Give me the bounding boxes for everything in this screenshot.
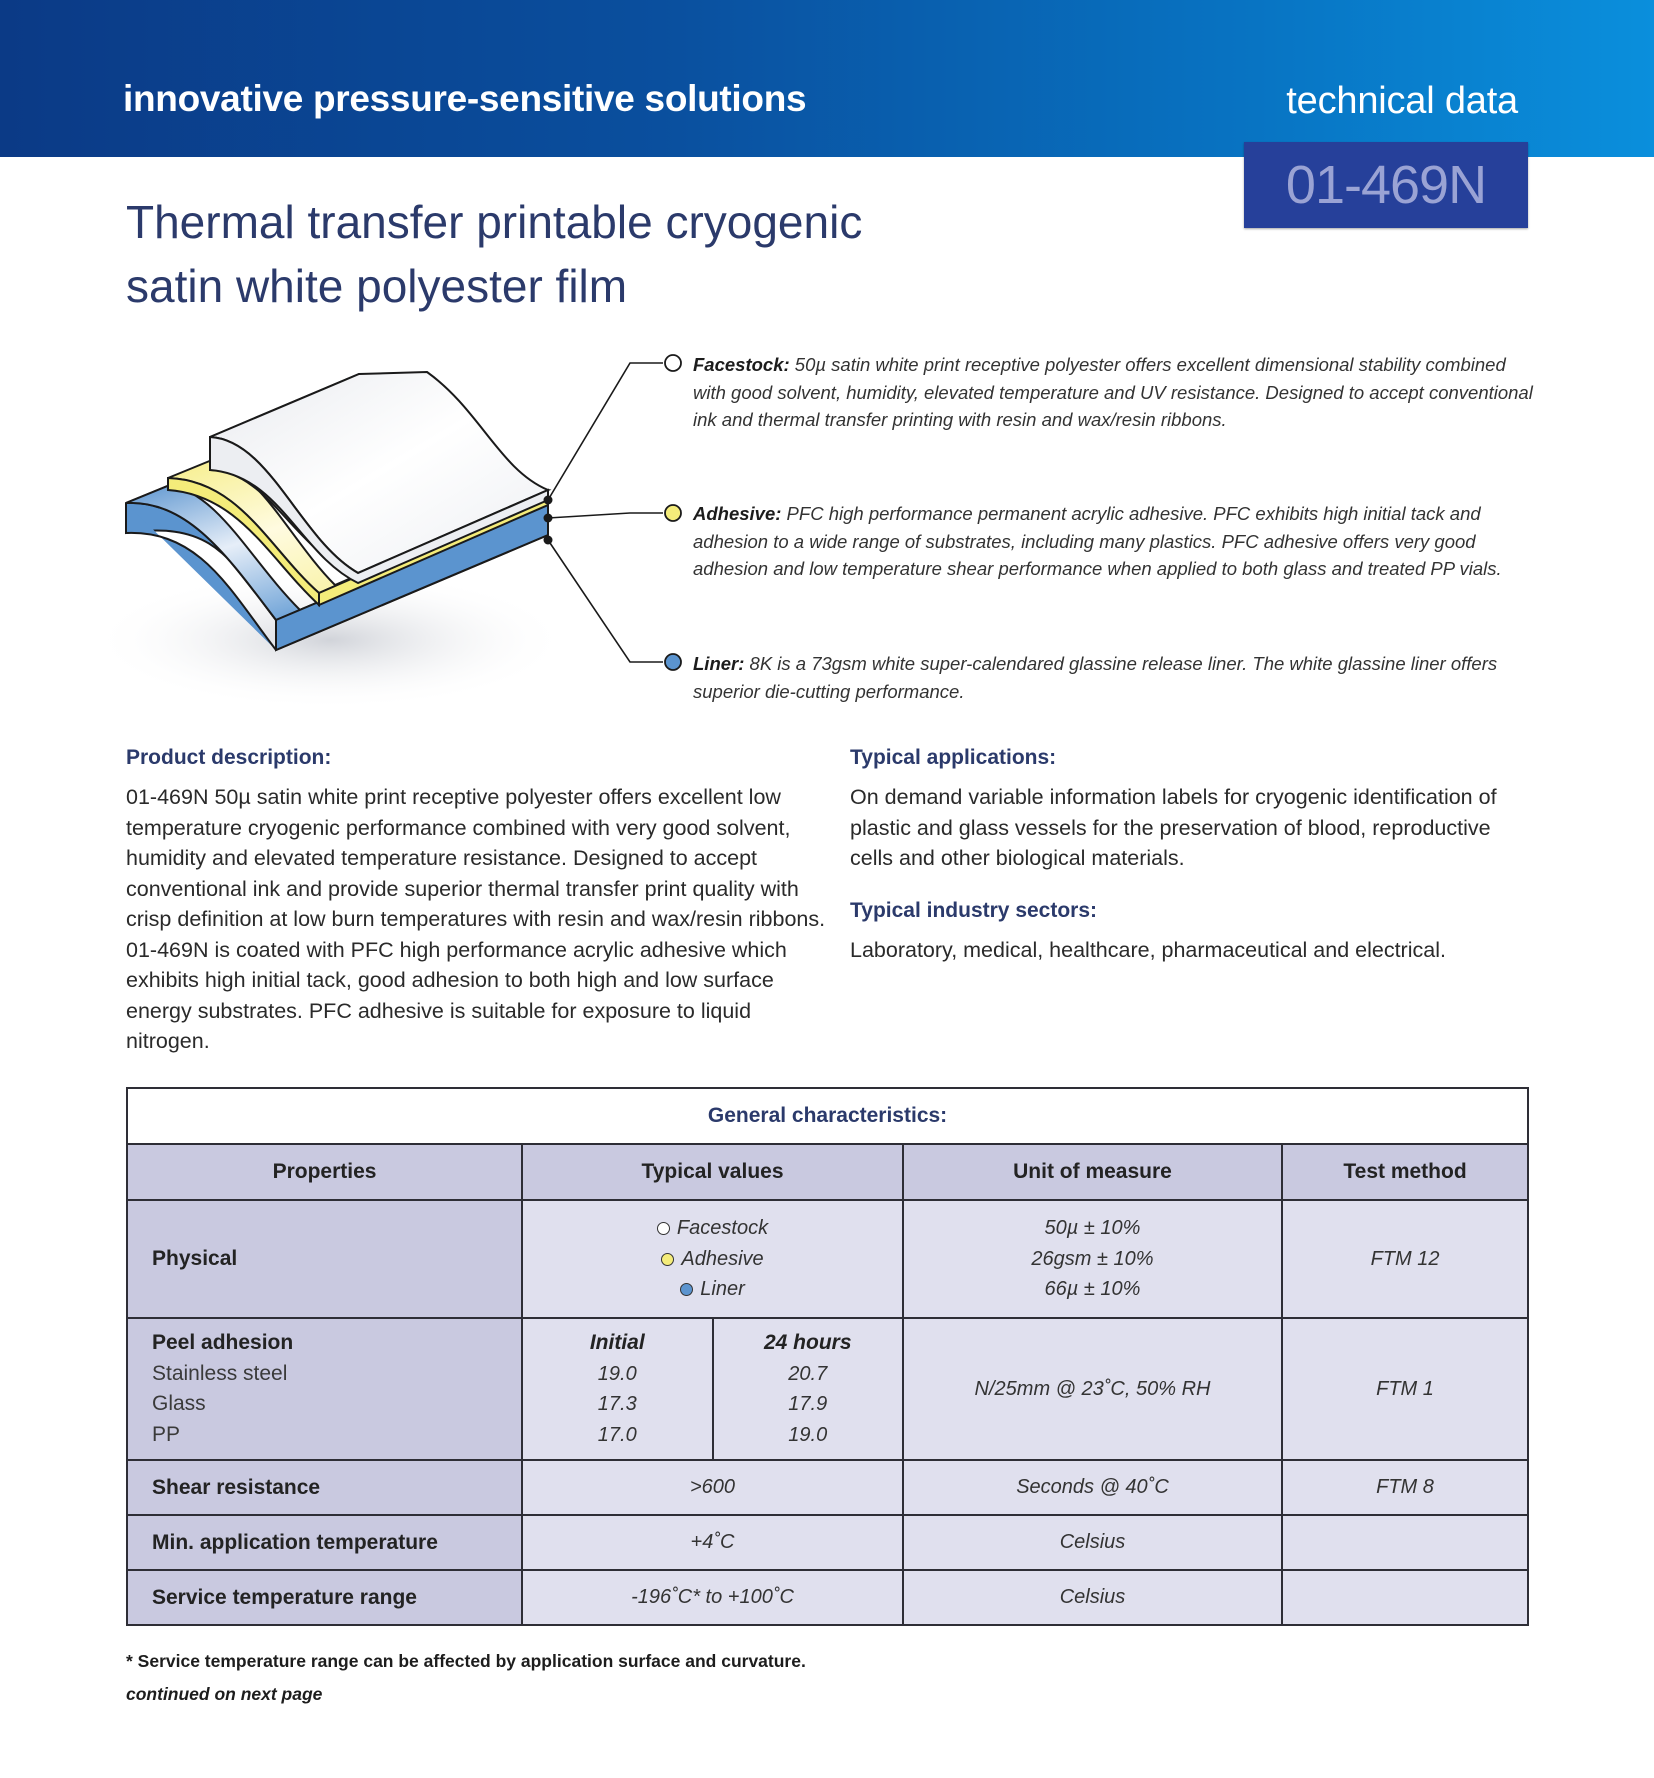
table-row-peel-adhesion <box>127 1318 1528 1460</box>
24-hours-subheader: 24 hours <box>763 1331 852 1354</box>
peel-value: 17.0 <box>597 1423 637 1446</box>
product-description-body: 01-469N 50µ satin white print receptive polyester offers excellent low temperature cryogenic performance combined with very good solvent, humidity and elevated temperature resistance. Designed to accept conventional ink and provide superior thermal transfer print quality with crisp definition at low burn temperatures with resin and wax/resin ribbons. 01-469N is coated with PFC high performance acrylic adhesive which exhibits high initial tack, good adhesion to both high and low surface energy substrates. PFC adhesive is suitable for exposure to liquid nitrogen. <box>126 785 826 1053</box>
typical-values-cell: +4˚C <box>522 1515 903 1570</box>
industry-sectors-body: Laboratory, medical, healthcare, pharmaceutical and electrical. <box>850 938 1446 962</box>
unit-adhesive: 26gsm ± 10% <box>1031 1247 1154 1270</box>
test-method-cell: FTM 12 <box>1282 1200 1528 1318</box>
callout-facestock <box>693 351 1533 434</box>
table-title: General characteristics: <box>127 1088 1528 1144</box>
column-header-typical-values: Typical values <box>522 1144 903 1200</box>
unit-cell: Seconds @ 40˚C <box>903 1460 1282 1515</box>
peel-value: 20.7 <box>788 1362 828 1385</box>
typical-values-cell: >600 <box>522 1460 903 1515</box>
liner-dot-icon <box>680 1283 693 1296</box>
product-code-badge <box>1244 142 1528 228</box>
value-liner: Liner <box>700 1278 745 1301</box>
facestock-dot-icon <box>665 355 681 371</box>
table-row-service-temperature-range <box>127 1570 1528 1625</box>
typical-values-cell <box>522 1200 903 1318</box>
industry-sectors-heading: Typical industry sectors: <box>850 899 1098 922</box>
header-band <box>0 0 1654 157</box>
footnote: * Service temperature range can be affected by application surface and curvature. <box>126 1651 806 1671</box>
product-code: 01-469N <box>1285 155 1487 215</box>
substrate-label: PP <box>152 1422 181 1446</box>
liner-anchor-dot <box>544 536 553 545</box>
test-method-cell: FTM 8 <box>1282 1460 1528 1515</box>
callout-label: Adhesive: <box>693 503 782 524</box>
product-description-heading: Product description: <box>126 746 332 769</box>
unit-cell <box>903 1200 1282 1318</box>
document-type: technical data <box>1286 80 1518 122</box>
initial-subheader: Initial <box>589 1331 645 1354</box>
column-header-unit: Unit of measure <box>903 1144 1282 1200</box>
table-row-shear-resistance <box>127 1460 1528 1515</box>
property-cell: Shear resistance <box>127 1460 522 1515</box>
test-method-cell <box>1282 1570 1528 1625</box>
adhesive-leader <box>548 513 663 518</box>
facestock-leader <box>548 363 663 500</box>
liner-dot-icon <box>665 654 681 670</box>
typical-values-cell: -196˚C* to +100˚C <box>522 1570 903 1625</box>
tagline: innovative pressure-sensitive solutions <box>123 78 807 119</box>
adhesive-dot-icon <box>661 1253 674 1266</box>
value-adhesive: Adhesive <box>681 1247 764 1270</box>
peel-value: 19.0 <box>597 1362 637 1385</box>
peel-24h-column <box>712 1319 903 1459</box>
typical-values-cell <box>522 1318 903 1460</box>
property-cell: Service temperature range <box>127 1570 522 1625</box>
callout-label: Liner: <box>693 653 745 674</box>
table-row-physical <box>127 1200 1528 1318</box>
property-cell: Physical <box>127 1200 522 1318</box>
column-header-properties: Properties <box>127 1144 522 1200</box>
substrate-label: Glass <box>152 1392 206 1415</box>
callout-leaders <box>548 363 663 662</box>
table-header-row <box>127 1144 1528 1200</box>
table-row-min-application-temperature <box>127 1515 1528 1570</box>
test-method-cell: FTM 1 <box>1282 1318 1528 1460</box>
callout-label: Facestock: <box>693 354 790 375</box>
callout-text: 50µ satin white print receptive polyester offers excellent dimensional stability combined with good solvent, humidity, elevated temperature and UV resistance. Designed to accept conventional ink and thermal transfer printing with resin and wax/resin ribbons. <box>693 354 1533 430</box>
general-characteristics-table <box>126 1087 1529 1626</box>
unit-cell: Celsius <box>903 1515 1282 1570</box>
continued-note: continued on next page <box>126 1684 323 1704</box>
unit-cell: Celsius <box>903 1570 1282 1625</box>
facestock-anchor-dot <box>544 496 553 505</box>
value-facestock: Facestock <box>676 1217 769 1240</box>
peel-value: 19.0 <box>788 1423 828 1446</box>
page-title <box>126 190 862 318</box>
substrate-label: Stainless steel <box>152 1361 288 1385</box>
callout-text: PFC high performance permanent acrylic adhesive. PFC exhibits high initial tack and adhesion to a wide range of substrates, including many plastics. PFC adhesive offers very good adhesion and low temperature shear performance when applied to both glass and treated PP vials. <box>693 503 1502 579</box>
construction-diagram <box>0 330 700 750</box>
column-header-test-method: Test method <box>1282 1144 1528 1200</box>
peel-value: 17.3 <box>597 1393 637 1415</box>
page-title-line-1: Thermal transfer printable cryogenic <box>126 196 863 248</box>
property-cell: Min. application temperature <box>127 1515 522 1570</box>
callout-liner <box>693 650 1533 705</box>
unit-liner: 66µ ± 10% <box>1044 1278 1141 1301</box>
adhesive-anchor-dot <box>544 514 553 523</box>
typical-applications-heading: Typical applications: <box>850 746 1057 769</box>
callout-text: 8K is a 73gsm white super-calendared glassine release liner. The white glassine liner offers superior die-cutting performance. <box>693 653 1498 702</box>
unit-facestock: 50µ ± 10% <box>1044 1217 1141 1240</box>
typical-applications-body: On demand variable information labels for cryogenic identification of plastic and glass vessels for the preservation of blood, reproductive cells and other biological materials. <box>850 785 1497 870</box>
peel-adhesion-label: Peel adhesion <box>152 1331 294 1354</box>
callout-adhesive <box>693 500 1533 583</box>
property-cell <box>127 1318 522 1460</box>
test-method-cell <box>1282 1515 1528 1570</box>
peel-initial-column <box>523 1319 712 1459</box>
peel-value: 17.9 <box>788 1393 828 1415</box>
unit-cell: N/25mm @ 23˚C, 50% RH <box>903 1318 1282 1460</box>
facestock-dot-icon <box>657 1222 670 1235</box>
adhesive-dot-icon <box>665 505 681 521</box>
page-title-line-2: satin white polyester film <box>126 260 628 312</box>
